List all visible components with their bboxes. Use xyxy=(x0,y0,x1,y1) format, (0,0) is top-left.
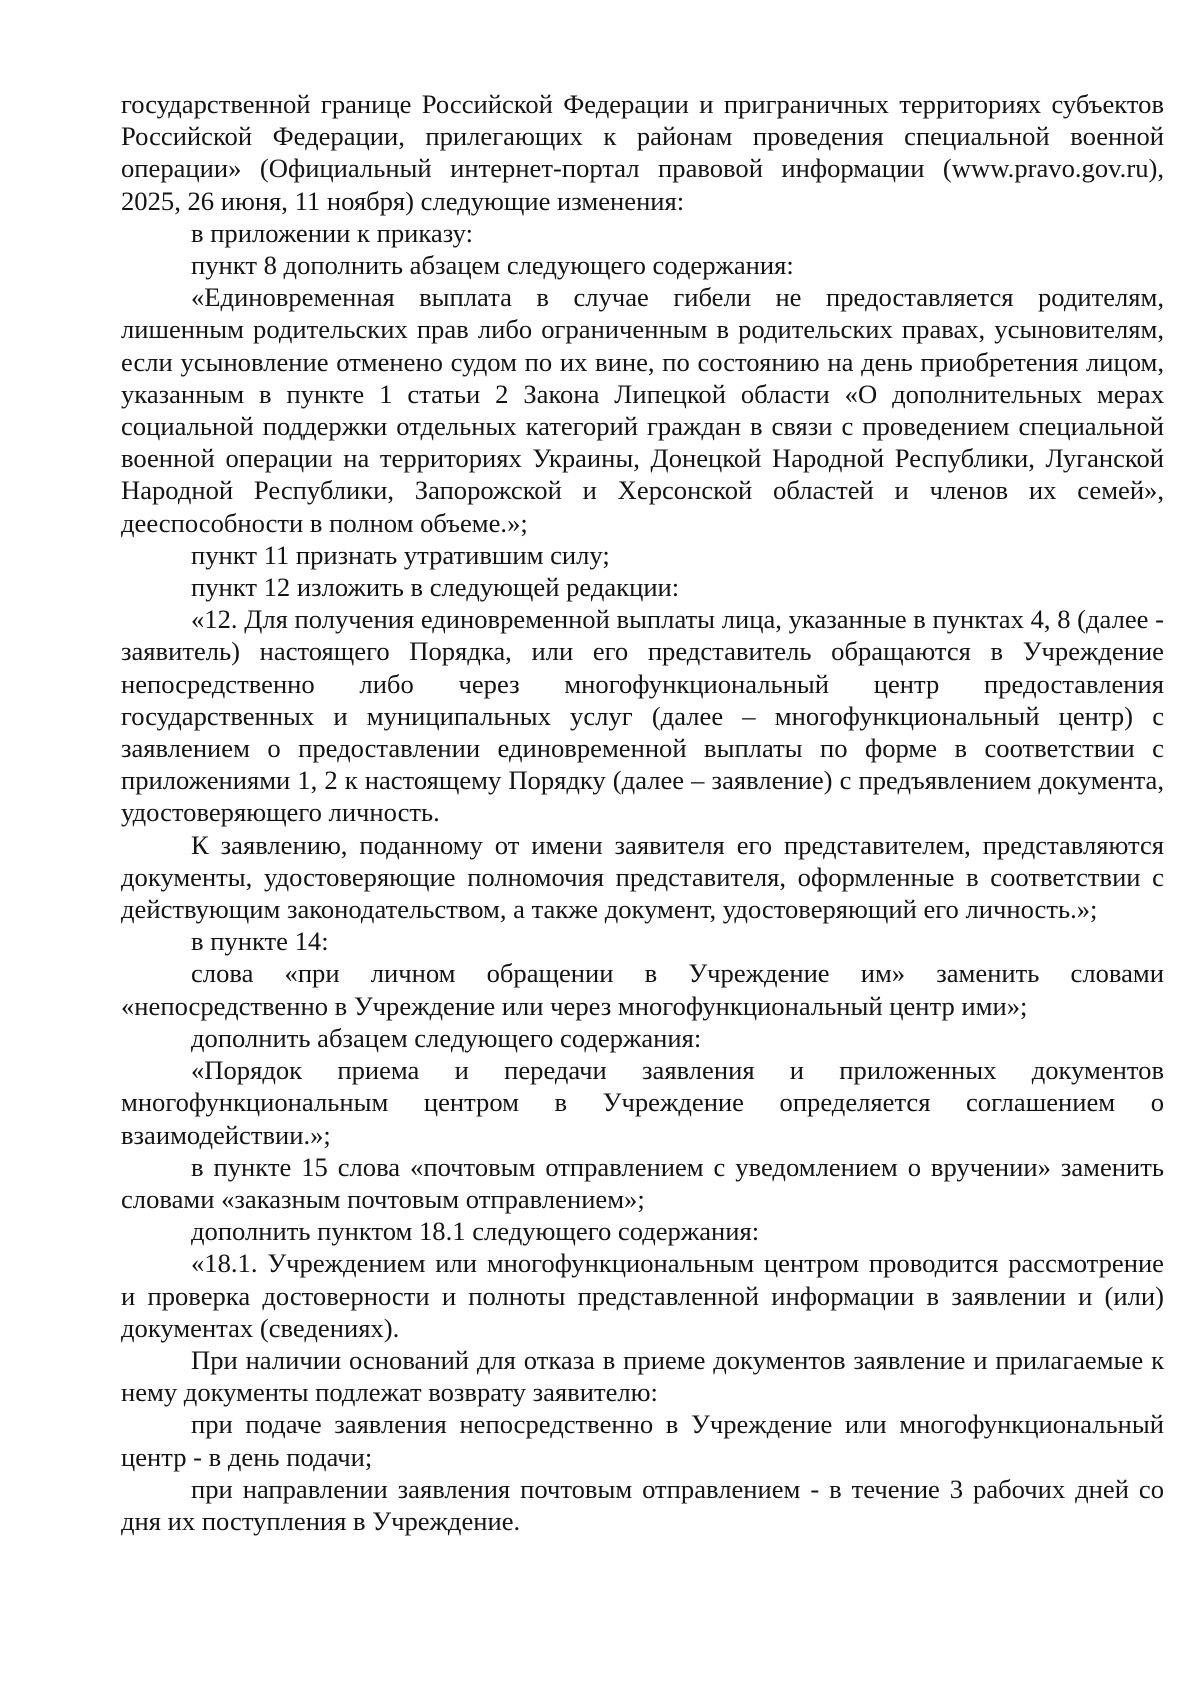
paragraph-postal-submission: при направлении заявления почтовым отправлением - в течение 3 рабочих дней со дня их поступления в Учреждение. xyxy=(121,1473,1164,1536)
paragraph-item-14-text: «Порядок приема и передачи заявления и приложенных документов многофункциональным центром в Учреждение определяется соглашением о взаимодействии.»; xyxy=(121,1055,1164,1150)
paragraph-item-15: в пункте 15 слова «почтовым отправлением с уведомлением о вручении» заменить словами «заказным почтовым отправлением»; xyxy=(121,1151,1164,1214)
paragraph-item-14-words: слова «при личном обращении в Учреждение им» заменить словами «непосредственно в Учреждение или через многофункциональный центр ими»; xyxy=(121,958,1164,1021)
paragraph-direct-submission: при подаче заявления непосредственно в Учреждение или многофункциональный центр - в день подачи; xyxy=(121,1409,1164,1472)
paragraph-representative: К заявлению, поданному от имени заявителя его представителем, представляются документы, удостоверяющие полномочия представителя, оформленные в соответствии с действующим законодательством, а также документ, удостоверяющий его личность.»; xyxy=(121,829,1164,925)
paragraph-item-12-text: «12. Для получения единовременной выплаты лица, указанные в пунктах 4, 8 (далее - заявитель) настоящего Порядка, или его представитель обращаются в Учреждение непосредственно либо через многофункциональный центр предоставления государственных и муниципальных услуг (далее – многофункциональный центр) с заявлением о предоставлении единовременной выплаты по форме в соответствии с приложениями 1, 2 к настоящему Порядку (далее – заявление) с предъявлением документа, удостоверяющего личность. xyxy=(121,604,1164,828)
paragraph-item-11: пункт 11 признать утратившим силу; xyxy=(191,539,610,570)
document-page xyxy=(121,88,1164,1537)
paragraph-item-18-1: дополнить пунктом 18.1 следующего содержания: xyxy=(191,1216,760,1247)
paragraph-intro: государственной границе Российской Федерации и приграничных территориях субъектов Российской Федерации, прилегающих к районам проведения специальной военной операции» (Официальный интернет-портал правовой информации (www.pravo.gov.ru), 2025, 26 июня, 11 ноября) следующие изменения: xyxy=(121,89,1164,216)
paragraph-appendix: в приложении к приказу: xyxy=(191,217,473,248)
paragraph-item-14: в пункте 14: xyxy=(191,926,329,957)
paragraph-item-14-add: дополнить абзацем следующего содержания: xyxy=(191,1022,702,1053)
paragraph-item-8: пункт 8 дополнить абзацем следующего содержания: xyxy=(191,250,794,281)
paragraph-item-18-1-text: «18.1. Учреждением или многофункциональным центром проводится рассмотрение и проверка достоверности и полноты представленной информации в заявлении и (или) документах (сведениях). xyxy=(121,1248,1164,1343)
paragraph-item-12: пункт 12 изложить в следующей редакции: xyxy=(191,572,680,603)
paragraph-item-8-text: «Единовременная выплата в случае гибели не предоставляется родителям, лишенным родительских прав либо ограниченным в родительских правах, усыновителям, если усыновление отменено судом по их вине, по состоянию на день приобретения лицом, указанным в пункте 1 статьи 2 Закона Липецкой области «О дополнительных мерах социальной поддержки отдельных категорий граждан в связи с проведением специальной военной операции на территориях Украины, Донецкой Народной Республики, Луганской Народной Республики, Запорожской и Херсонской областей и членов их семей», дееспособности в полном объеме.»; xyxy=(121,282,1164,538)
paragraph-refusal: При наличии оснований для отказа в приеме документов заявление и прилагаемые к нему документы подлежат возврату заявителю: xyxy=(121,1344,1164,1408)
